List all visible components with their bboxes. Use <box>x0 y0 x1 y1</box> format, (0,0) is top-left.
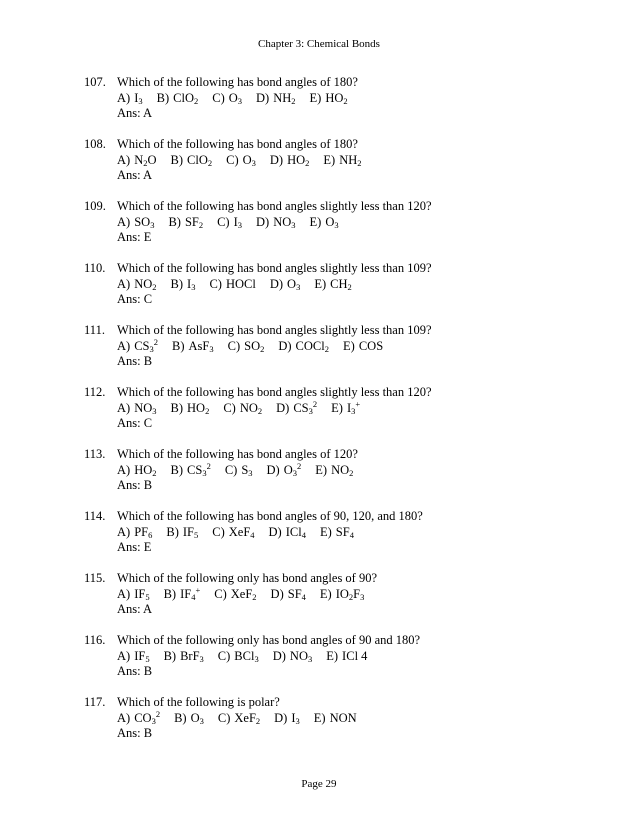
choice-formula: $N_2O$ <box>134 152 157 168</box>
choice-label: D) <box>256 90 270 105</box>
question-list <box>84 75 604 757</box>
choice-formula: $NO_3$ <box>134 400 157 416</box>
choice-label: E) <box>315 462 328 477</box>
answer-choice <box>271 587 306 601</box>
choice-formula: NON <box>329 710 357 725</box>
question-item <box>84 199 604 261</box>
choice-formula: $I_3$ <box>187 276 196 292</box>
choice-formula: $HO_2$ <box>287 152 310 168</box>
choice-formula: $SO_2$ <box>244 338 265 354</box>
choice-formula: $NH_2$ <box>339 152 362 168</box>
choice-formula: COS <box>358 338 384 353</box>
choice-formula: $I_3$ <box>134 90 143 106</box>
choice-label: A) <box>117 524 131 539</box>
choice-formula: $I_3$ <box>233 214 243 230</box>
choice-formula: AsF$_3$ <box>188 338 214 354</box>
question-text: Which of the following has bond angles of 90, 120, and 180? <box>117 509 423 523</box>
choice-label: D) <box>268 524 282 539</box>
choice-formula: $SF_4$ <box>287 586 306 602</box>
answer-choice <box>117 153 157 167</box>
choice-label: A) <box>117 648 131 663</box>
choice-label: B) <box>163 586 177 601</box>
answer-choice <box>320 587 364 601</box>
page-header: Chapter 3: Chemical Bonds <box>258 38 380 50</box>
answer-choice <box>117 215 154 229</box>
choice-label: C) <box>226 152 239 167</box>
answer-choice <box>218 649 259 663</box>
answer-choice <box>228 339 265 353</box>
question-number: 112. <box>84 385 106 399</box>
answer-choice <box>117 525 152 539</box>
choice-label: D) <box>272 648 286 663</box>
choice-label: C) <box>209 276 222 291</box>
choice-formula: $O_3$ <box>228 90 243 106</box>
answer-choice <box>170 460 211 478</box>
choice-label: B) <box>156 90 170 105</box>
answer-choice <box>168 215 203 229</box>
choice-label: E) <box>323 152 336 167</box>
answer-choices <box>84 277 604 293</box>
answer-key: Ans: A <box>117 602 153 616</box>
answer-choice <box>314 277 351 291</box>
question-text: Which of the following has bond angles slightly less than 120? <box>117 385 432 399</box>
question-item <box>84 385 604 447</box>
choice-label: A) <box>117 90 131 105</box>
choice-label: B) <box>170 462 184 477</box>
answer-choice <box>343 339 383 353</box>
answer-choice <box>331 398 361 416</box>
choice-formula: $NO_2$ <box>331 462 354 478</box>
question-number: 109. <box>84 199 106 213</box>
choice-formula: $NO_2$ <box>134 276 157 292</box>
answer-choice <box>117 708 161 726</box>
answer-choice <box>117 649 150 663</box>
question-text: Which of the following has bond angles of 180? <box>117 75 358 89</box>
choice-formula: BCl$_3$ <box>234 648 259 664</box>
choice-label: E) <box>319 586 332 601</box>
answer-key: Ans: B <box>117 726 153 740</box>
choice-label: E) <box>326 648 339 663</box>
choice-formula: $CS_3^2$ <box>293 398 318 416</box>
choice-label: E) <box>343 338 355 353</box>
choice-label: E) <box>331 400 343 415</box>
choice-label: D) <box>276 400 290 415</box>
question-text: Which of the following only has bond angles of 90 and 180? <box>117 633 421 647</box>
answer-choice <box>256 91 296 105</box>
question-number: 111. <box>84 323 105 337</box>
choice-formula: $SF_4$ <box>335 524 354 540</box>
choice-label: E) <box>313 710 326 725</box>
choice-label: A) <box>117 338 131 353</box>
choice-label: A) <box>117 400 131 415</box>
choice-label: E) <box>309 90 322 105</box>
answer-choice <box>163 584 201 602</box>
answer-choices <box>84 398 604 417</box>
question-text: Which of the following has bond angles of 180? <box>117 137 358 151</box>
answer-choice <box>218 711 260 725</box>
answer-choice <box>266 460 302 478</box>
choice-label: D) <box>269 276 284 291</box>
answer-choices <box>84 708 604 727</box>
choice-label: A) <box>117 214 131 229</box>
question-item <box>84 571 604 633</box>
choice-formula: $IF_5$ <box>182 524 199 540</box>
answer-choice <box>315 463 353 477</box>
answer-choice <box>310 91 348 105</box>
answer-key: Ans: B <box>117 664 153 678</box>
question-item <box>84 261 604 323</box>
page-number: Page 29 <box>301 778 337 790</box>
choice-label: B) <box>174 710 187 725</box>
answer-key: Ans: C <box>117 416 153 430</box>
choice-formula: $NO_3$ <box>273 214 296 230</box>
choice-formula: ICl 4 <box>342 648 368 663</box>
answer-choice <box>310 215 339 229</box>
answer-choices <box>84 525 604 541</box>
choice-label: E) <box>309 214 322 229</box>
answer-choice <box>274 711 300 725</box>
question-text: Which of the following is polar? <box>117 695 280 709</box>
answer-choice <box>212 525 254 539</box>
answer-choice <box>117 401 157 415</box>
question-item <box>84 75 604 137</box>
question-number: 115. <box>84 571 106 585</box>
choice-label: B) <box>172 338 185 353</box>
answer-choice <box>273 649 313 663</box>
choice-label: B) <box>163 648 177 663</box>
choice-formula: $S_3$ <box>241 462 253 478</box>
question-number: 116. <box>84 633 106 647</box>
question-text: Which of the following has bond angles slightly less than 120? <box>117 199 432 213</box>
answer-choice <box>225 463 253 477</box>
choice-label: A) <box>117 152 131 167</box>
question-text: Which of the following has bond angles of 120? <box>117 447 358 461</box>
choice-formula: $CS_3^2$ <box>134 336 158 354</box>
answer-choice <box>117 277 157 291</box>
choice-label: C) <box>217 710 231 725</box>
answer-choice <box>117 91 143 105</box>
answer-choice <box>270 153 310 167</box>
choice-label: C) <box>223 400 236 415</box>
choice-formula: $CO_3^2$ <box>134 708 161 726</box>
choice-formula: $O_3$ <box>190 710 204 726</box>
choice-label: B) <box>170 276 184 291</box>
answer-choice <box>323 153 361 167</box>
choice-formula: HOCl <box>225 276 256 291</box>
choice-formula: XeF$_2$ <box>230 586 257 602</box>
answer-choices <box>84 336 604 355</box>
answer-choice <box>117 587 150 601</box>
choice-formula: $NO_3$ <box>289 648 313 664</box>
answer-choice <box>270 277 300 291</box>
answer-key: Ans: E <box>117 540 152 554</box>
choice-label: A) <box>117 462 131 477</box>
choice-formula: $IO_2F_3$ <box>335 586 365 602</box>
choice-formula: XeF$_2$ <box>234 710 261 726</box>
question-number: 107. <box>84 75 106 89</box>
answer-key: Ans: A <box>117 106 153 120</box>
answer-key: Ans: A <box>117 168 153 182</box>
choice-label: D) <box>266 462 280 477</box>
choice-label: B) <box>168 214 181 229</box>
choice-label: C) <box>217 648 231 663</box>
choice-label: A) <box>117 586 131 601</box>
choice-formula: $O_3^2$ <box>283 460 302 478</box>
answer-key: Ans: B <box>117 478 153 492</box>
answer-choice <box>326 649 367 663</box>
choice-label: B) <box>166 524 179 539</box>
question-number: 110. <box>84 261 106 275</box>
choice-label: C) <box>214 586 227 601</box>
answer-choice <box>276 398 318 416</box>
choice-label: B) <box>170 152 184 167</box>
question-item <box>84 323 604 385</box>
answer-choices <box>84 584 604 603</box>
choice-formula: $SO_3$ <box>134 214 155 230</box>
answer-choice <box>157 91 199 105</box>
question-text: Which of the following has bond angles slightly less than 109? <box>117 323 432 337</box>
choice-formula: XeF$_4$ <box>228 524 255 540</box>
question-text: Which of the following has bond angles slightly less than 109? <box>117 261 432 275</box>
answer-key: Ans: E <box>117 230 152 244</box>
choice-formula: $NH_2$ <box>273 90 296 106</box>
question-number: 114. <box>84 509 106 523</box>
answer-choice <box>320 525 354 539</box>
choice-label: C) <box>227 338 241 353</box>
choice-label: D) <box>270 586 284 601</box>
answer-choice <box>172 339 214 353</box>
choice-formula: $IF_5$ <box>134 586 150 602</box>
answer-key: Ans: C <box>117 292 153 306</box>
choice-label: E) <box>319 524 332 539</box>
choice-label: A) <box>117 710 131 725</box>
choice-label: B) <box>170 400 184 415</box>
choice-formula: COCl$_2$ <box>295 338 329 354</box>
answer-choice <box>278 339 329 353</box>
answer-choice <box>223 401 262 415</box>
choice-formula: $CS_3^2$ <box>187 460 211 478</box>
choice-formula: $O_3$ <box>242 152 256 168</box>
choice-label: C) <box>217 214 230 229</box>
choice-label: C) <box>212 90 225 105</box>
answer-choice <box>166 525 198 539</box>
answer-choice <box>209 277 255 291</box>
choice-formula: $O_3$ <box>325 214 339 230</box>
choice-label: D) <box>269 152 284 167</box>
choice-formula: $NO_2$ <box>239 400 263 416</box>
answer-choice <box>217 215 242 229</box>
answer-choice <box>117 336 158 354</box>
choice-formula: ICl$_4$ <box>285 524 306 540</box>
answer-choice <box>164 649 204 663</box>
answer-key: Ans: B <box>117 354 153 368</box>
answer-choice <box>174 711 204 725</box>
choice-formula: $I_3^+$ <box>346 398 361 416</box>
question-item <box>84 509 604 571</box>
answer-choice <box>314 711 357 725</box>
answer-choices <box>84 215 604 231</box>
answer-choice <box>117 463 157 477</box>
question-text: Which of the following only has bond angles of 90? <box>117 571 378 585</box>
choice-formula: $PF_6$ <box>134 524 153 540</box>
answer-choice <box>171 153 213 167</box>
choice-label: D) <box>274 710 288 725</box>
answer-choices <box>84 91 604 107</box>
answer-choice <box>256 215 296 229</box>
choice-formula: $I_3$ <box>291 710 300 726</box>
choice-formula: ClO$_2$ <box>187 152 213 168</box>
choice-formula: $O_3$ <box>287 276 301 292</box>
choice-label: A) <box>117 276 131 291</box>
choice-label: D) <box>256 214 270 229</box>
answer-choice <box>171 401 210 415</box>
question-item <box>84 447 604 509</box>
choice-formula: $HO_2$ <box>134 462 157 478</box>
answer-choices <box>84 460 604 479</box>
question-item <box>84 137 604 199</box>
question-item <box>84 633 604 695</box>
answer-choice <box>214 587 256 601</box>
answer-choice <box>171 277 196 291</box>
choice-formula: $IF_4^+$ <box>180 584 201 602</box>
choice-formula: $IF_5$ <box>134 648 150 664</box>
choice-formula: $CH_2$ <box>330 276 352 292</box>
choice-label: C) <box>224 462 238 477</box>
choice-formula: $HO_2$ <box>325 90 348 106</box>
choice-formula: ClO$_2$ <box>173 90 199 106</box>
choice-formula: $SF_2$ <box>184 214 204 230</box>
answer-choice <box>212 91 242 105</box>
choice-formula: BrF$_3$ <box>180 648 204 664</box>
answer-choices <box>84 649 604 665</box>
answer-choice <box>226 153 256 167</box>
choice-formula: $HO_2$ <box>187 400 210 416</box>
question-number: 108. <box>84 137 106 151</box>
choice-label: D) <box>278 338 292 353</box>
choice-label: C) <box>212 524 225 539</box>
answer-choices <box>84 153 604 169</box>
choice-label: E) <box>314 276 327 291</box>
question-number: 113. <box>84 447 106 461</box>
answer-choice <box>269 525 306 539</box>
question-number: 117. <box>84 695 106 709</box>
question-item <box>84 695 604 757</box>
